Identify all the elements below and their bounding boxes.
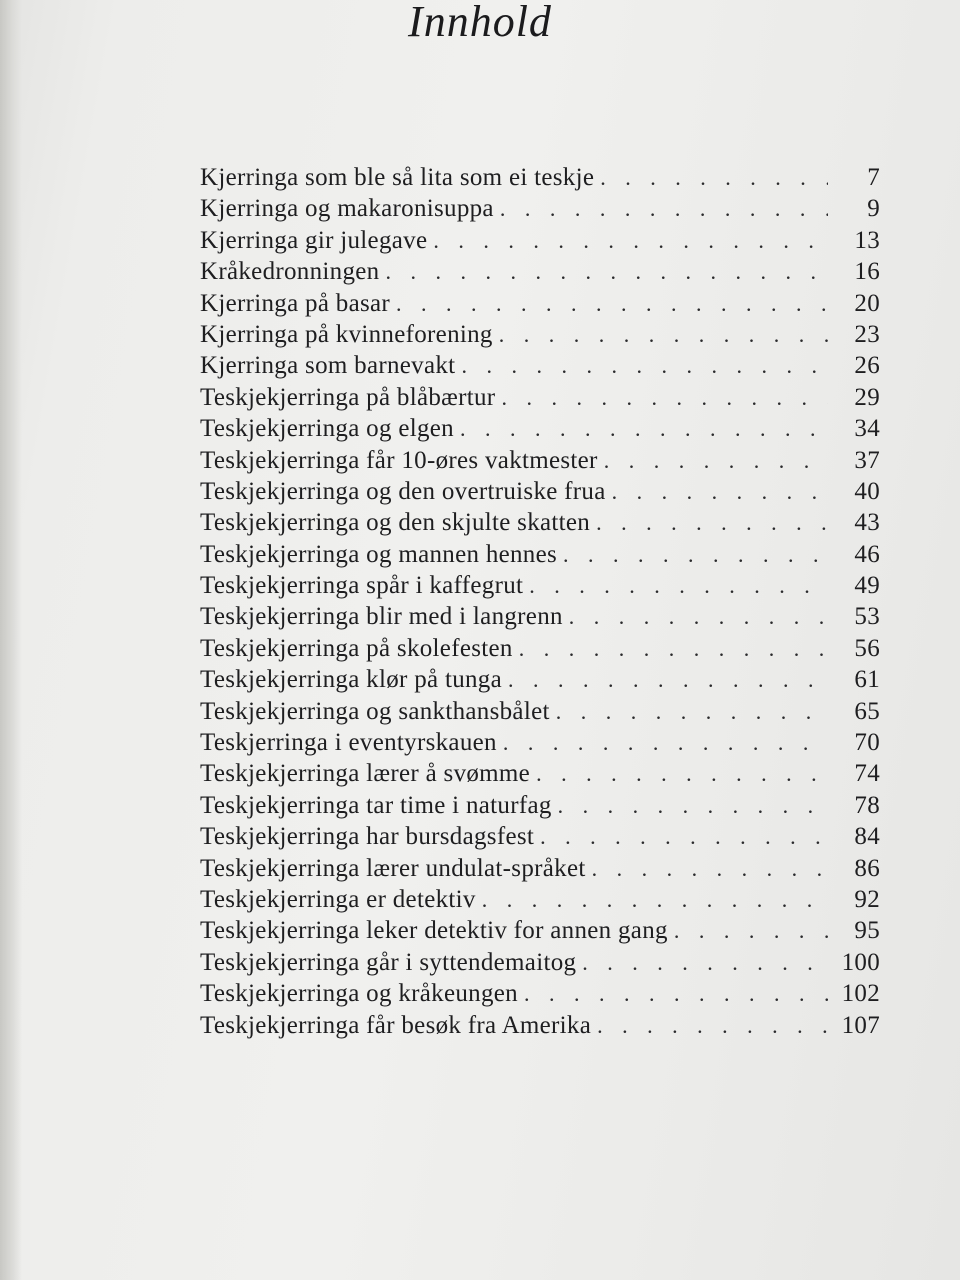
toc-entry — [200, 917, 880, 948]
toc-entry-title: Teskjekjerringa får besøk fra Amerika — [200, 1011, 592, 1039]
toc-entry-title: Kjerringa som ble så lita som ei teskje — [200, 164, 595, 191]
toc-entry-title: Teskjekjerringa og den skjulte skatten — [200, 509, 591, 537]
toc-entry — [200, 792, 880, 823]
toc-entry — [200, 447, 880, 478]
toc-entry-page: 84 — [854, 823, 880, 851]
toc-entry-page: 43 — [854, 509, 880, 537]
toc-entry — [200, 258, 880, 289]
dot-leader — [596, 510, 828, 536]
dot-leader — [563, 542, 828, 568]
toc-entry — [200, 729, 880, 760]
toc-entry-title: Teskjekjerringa og sankthansbålet — [200, 697, 550, 725]
toc-entry-page: 78 — [854, 791, 880, 819]
toc-entry-title: Teskjerringa i eventyrskauen — [200, 729, 497, 757]
dot-leader — [612, 479, 828, 505]
toc-entry-title: Teskjekjerringa går i syttendemaitog — [200, 948, 577, 976]
toc-entry-page: 40 — [854, 477, 880, 505]
toc-entry-title: Teskjekjerringa leker detektiv for annen gang — [200, 917, 668, 945]
dot-leader — [503, 730, 828, 756]
toc-entry — [200, 352, 880, 383]
toc-entry-title: Kjerringa og makaronisuppa — [200, 195, 494, 223]
dot-leader — [508, 667, 828, 693]
dot-leader — [500, 196, 828, 222]
toc-entry-page: 23 — [854, 320, 880, 348]
toc-entry-title: Teskjekjerringa tar time i naturfag — [200, 791, 552, 819]
toc-entry-page: 16 — [854, 258, 880, 286]
dot-leader — [460, 416, 828, 442]
dot-leader — [592, 856, 828, 882]
toc-entry-title: Teskjekjerringa på blåbærtur — [200, 383, 496, 411]
toc-entry — [200, 290, 880, 321]
toc-entry — [200, 572, 880, 603]
toc-entry-page: 46 — [854, 540, 880, 568]
dot-leader — [529, 573, 828, 599]
toc-entry-page: 34 — [854, 415, 880, 443]
toc-entry-page: 53 — [854, 603, 880, 631]
toc-entry-page: 65 — [854, 697, 880, 725]
toc-entry-page: 7 — [867, 164, 880, 191]
toc-entry-title: Teskjekjerringa og mannen hennes — [200, 540, 558, 568]
toc-entry-title: Teskjekjerringa klør på tunga — [200, 666, 502, 694]
dot-leader — [482, 887, 828, 913]
toc-entry-page: 86 — [854, 854, 880, 882]
toc-entry — [200, 855, 880, 886]
toc-entry-page: 26 — [854, 352, 880, 380]
dot-leader — [597, 1013, 828, 1039]
toc-entry-title: Kjerringa på basar — [200, 289, 391, 317]
toc-entry-page: 49 — [854, 572, 880, 600]
toc-entry — [200, 541, 880, 572]
dot-leader — [582, 950, 828, 976]
toc-entry-title: Kjerringa som barnevakt — [200, 352, 456, 380]
table-of-contents — [200, 164, 880, 1043]
page-title: Innhold — [408, 0, 552, 46]
toc-entry — [200, 478, 880, 509]
toc-entry — [200, 886, 880, 917]
toc-entry — [200, 227, 880, 258]
toc-entry-title: Kjerringa gir julegave — [200, 226, 428, 254]
toc-entry-page: 20 — [854, 289, 880, 317]
toc-entry — [200, 635, 880, 666]
toc-entry-title: Kjerringa på kvinneforening — [200, 320, 493, 348]
dot-leader — [604, 448, 828, 474]
toc-entry-title: Teskjekjerringa lærer undulat-språket — [200, 854, 586, 882]
dot-leader — [600, 165, 828, 191]
toc-entry — [200, 603, 880, 634]
toc-entry — [200, 384, 880, 415]
toc-entry — [200, 760, 880, 791]
toc-entry-page: 9 — [867, 195, 880, 223]
dot-leader — [558, 793, 828, 819]
toc-entry-title: Teskjekjerringa får 10-øres vaktmester — [200, 446, 598, 474]
dot-leader — [556, 699, 828, 725]
toc-entry — [200, 980, 880, 1011]
dot-leader — [501, 385, 828, 411]
dot-leader — [524, 981, 828, 1007]
toc-entry-title: Kråkedronningen — [200, 258, 380, 286]
dot-leader — [519, 636, 828, 662]
toc-entry-page: 107 — [841, 1011, 880, 1039]
dot-leader — [499, 322, 828, 348]
toc-entry — [200, 949, 880, 980]
page-gutter-shadow — [0, 0, 22, 1280]
dot-leader — [385, 259, 828, 285]
toc-entry — [200, 823, 880, 854]
toc-entry-page: 37 — [854, 446, 880, 474]
toc-entry-title: Teskjekjerringa er detektiv — [200, 885, 476, 913]
toc-entry-page: 13 — [854, 226, 880, 254]
toc-entry — [200, 509, 880, 540]
toc-entry — [200, 321, 880, 352]
dot-leader — [540, 824, 828, 850]
toc-entry-page: 56 — [854, 634, 880, 662]
toc-entry-title: Teskjekjerringa har bursdagsfest — [200, 823, 535, 851]
dot-leader — [569, 604, 828, 630]
toc-entry-title: Teskjekjerringa på skolefesten — [200, 634, 513, 662]
toc-entry-page: 95 — [854, 917, 880, 945]
toc-entry-page: 61 — [854, 666, 880, 694]
toc-entry — [200, 415, 880, 446]
dot-leader — [674, 918, 828, 944]
toc-entry-title: Teskjekjerringa blir med i langrenn — [200, 603, 563, 631]
toc-entry-title: Teskjekjerringa og kråkeungen — [200, 980, 518, 1008]
toc-entry-page: 92 — [854, 885, 880, 913]
toc-entry-title: Teskjekjerringa og elgen — [200, 415, 454, 443]
toc-entry — [200, 1012, 880, 1043]
dot-leader — [433, 228, 828, 254]
toc-entry — [200, 698, 880, 729]
toc-entry-page: 100 — [841, 948, 880, 976]
toc-entry-page: 102 — [841, 980, 880, 1008]
dot-leader — [461, 353, 828, 379]
toc-entry — [200, 164, 880, 195]
toc-entry-page: 29 — [854, 383, 880, 411]
toc-entry — [200, 666, 880, 697]
toc-entry — [200, 195, 880, 226]
toc-entry-title: Teskjekjerringa lærer å svømme — [200, 760, 531, 788]
dot-leader — [396, 291, 828, 317]
toc-entry-title: Teskjekjerringa spår i kaffegrut — [200, 572, 524, 600]
toc-entry-title: Teskjekjerringa og den overtruiske frua — [200, 477, 606, 505]
toc-entry-page: 70 — [854, 729, 880, 757]
dot-leader — [536, 761, 828, 787]
toc-entry-page: 74 — [854, 760, 880, 788]
